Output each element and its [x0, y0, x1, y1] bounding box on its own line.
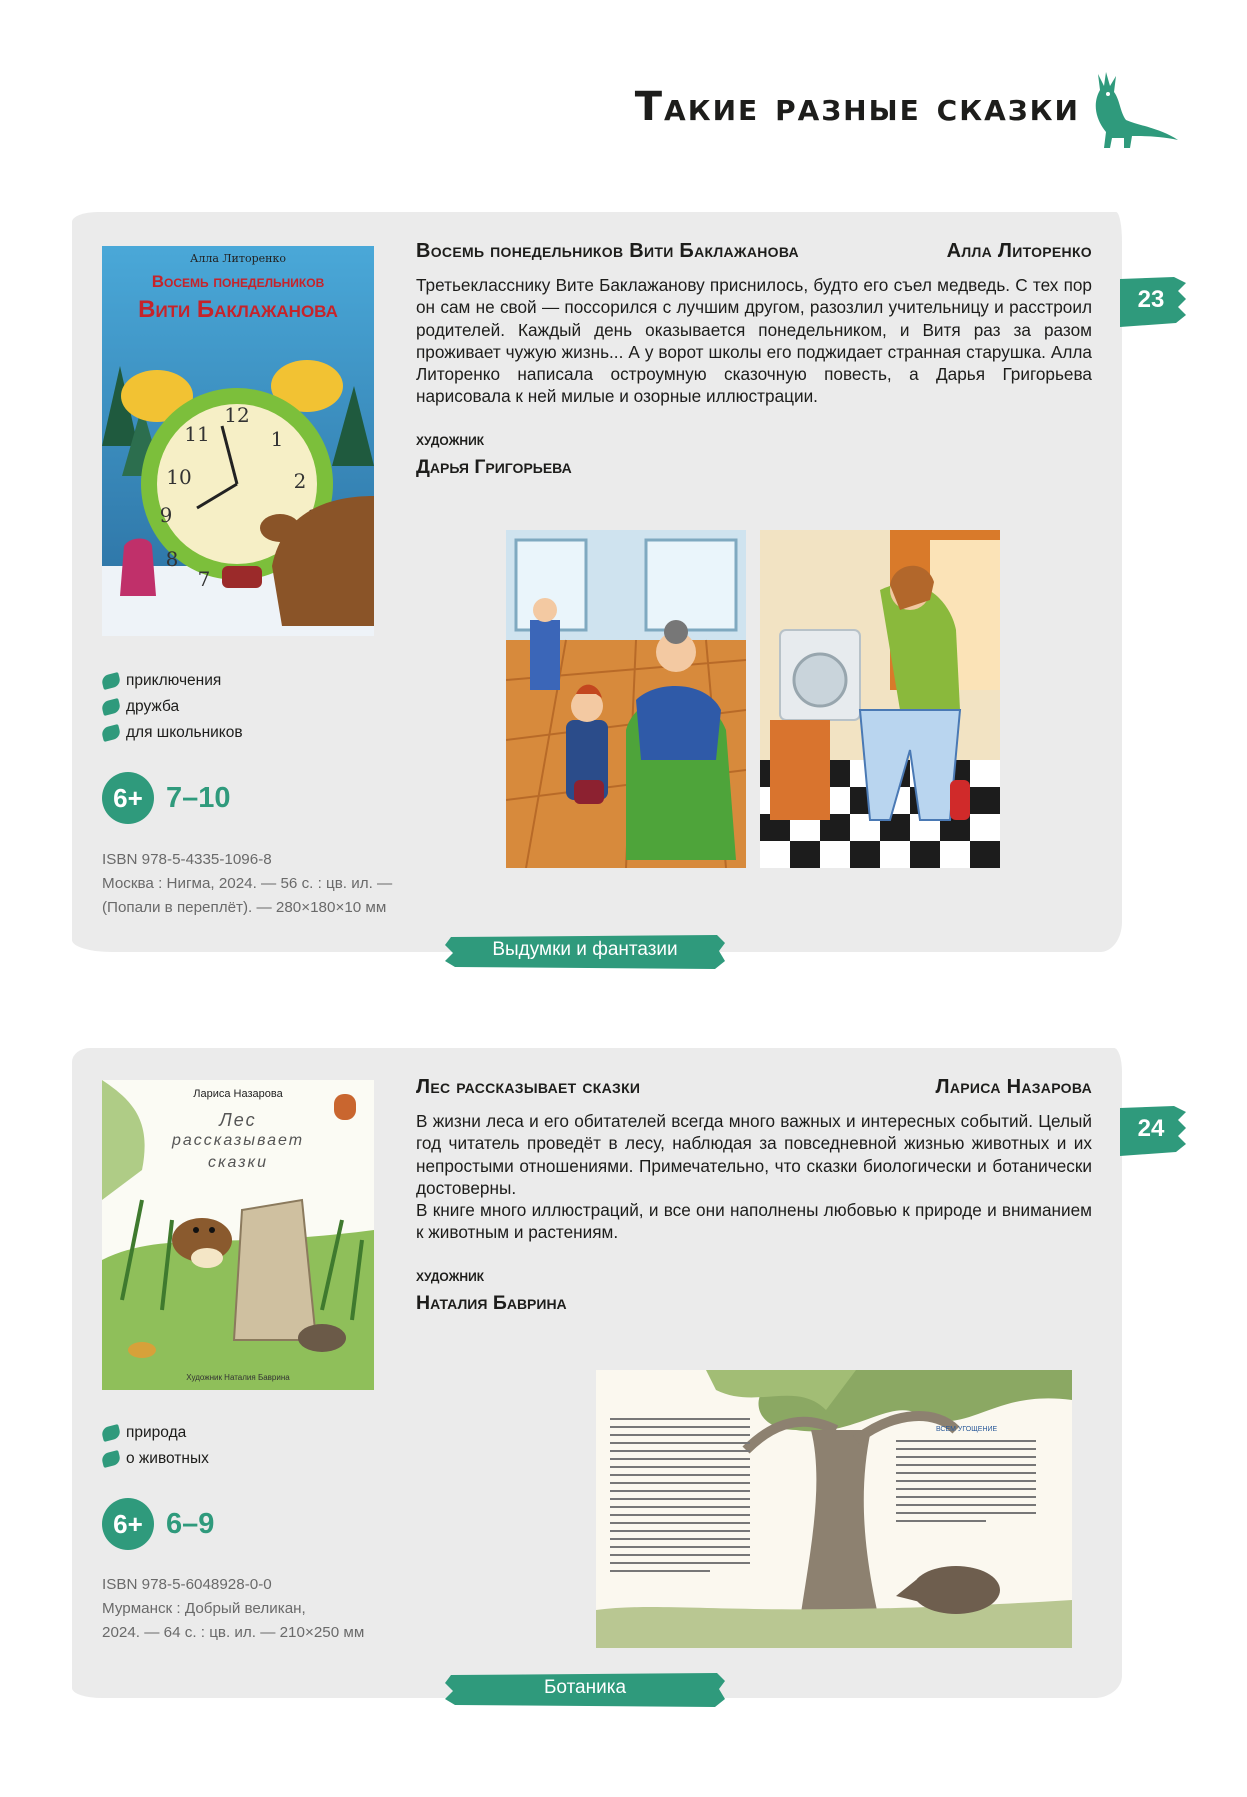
book-cover — [102, 246, 374, 636]
leaf-icon — [101, 724, 122, 742]
cover-title-line1: Лес — [219, 1110, 257, 1130]
book-description — [416, 274, 1092, 408]
bibliographic-info — [102, 1573, 364, 1645]
dinosaur-icon — [1080, 70, 1180, 150]
svg-text:7: 7 — [197, 567, 211, 591]
cover-illustrator: Художник Наталия Бавринa — [186, 1373, 290, 1382]
book-number-badge — [1120, 1106, 1186, 1156]
leaf-icon — [101, 1424, 122, 1442]
tag-label: о животных — [126, 1450, 209, 1467]
book-card — [72, 1048, 1122, 1698]
svg-text:2: 2 — [293, 469, 307, 493]
tag-label: для школьников — [126, 724, 243, 741]
book-card — [72, 212, 1122, 952]
format: 2024. — 64 с. : цв. ил. — 210×250 мм — [102, 1624, 365, 1641]
book-title: Лес рассказывает сказки — [416, 1076, 641, 1098]
book-title: Восемь понедельников Вити Баклажанова — [416, 240, 799, 262]
tag-item — [102, 720, 243, 746]
category-label: Выдумки и фантазии — [492, 939, 678, 960]
imprint: Москва : Нигма, 2024. — 56 с. : цв. ил. — — [102, 875, 393, 892]
bibliographic-info — [102, 848, 392, 920]
category-ribbon — [445, 935, 725, 969]
tag-list — [102, 668, 243, 746]
age-rating — [102, 772, 231, 824]
age-badge: 6+ — [102, 772, 154, 824]
isbn: ISBN 978-5-6048928-0-0 — [102, 1576, 272, 1593]
leaf-icon — [101, 1450, 122, 1468]
illustration-bathroom — [760, 530, 1000, 868]
leaf-icon — [101, 672, 122, 690]
tag-label: приключения — [126, 672, 222, 689]
spread-heading: ВСЕМ УГОЩЕНИЕ — [936, 1426, 998, 1433]
book-author: Алла Литоренко — [946, 240, 1092, 262]
age-rating — [102, 1498, 214, 1550]
book-author: Лариса Назарова — [935, 1076, 1092, 1098]
tag-item — [102, 1420, 209, 1446]
book-description — [416, 1110, 1092, 1244]
svg-text:11: 11 — [184, 422, 210, 446]
category-ribbon — [445, 1673, 725, 1707]
cover-title-line1: Восемь понедельников — [151, 272, 325, 291]
page-title: Такие разные сказки — [634, 84, 1080, 130]
description-paragraph: В жизни леса и его обитателей всегда много важных и интересных событий. Целый год читатель проведёт в лесу, наблюдая за повседневной жизнью животных и их непростыми отношениями. Примечательно, что сказки биологически и ботанически достоверны. — [416, 1111, 1092, 1198]
illustration-school-hallway — [506, 530, 746, 868]
age-range: 6–9 — [166, 1507, 215, 1540]
book-number: 24 — [1137, 1115, 1165, 1142]
category-label: Ботаника — [543, 1677, 627, 1698]
svg-text:10: 10 — [166, 465, 192, 489]
age-badge: 6+ — [102, 1498, 154, 1550]
svg-text:1: 1 — [270, 427, 284, 451]
isbn: ISBN 978-5-4335-1096-8 — [102, 851, 272, 868]
tag-label: дружба — [126, 698, 180, 715]
tag-list — [102, 1420, 209, 1472]
illustrator-name: Наталия Бавринa — [416, 1292, 567, 1314]
series-format: (Попали в переплёт). — 280×180×10 мм — [102, 899, 387, 916]
tag-item — [102, 668, 243, 694]
illustration-book-spread — [596, 1370, 1072, 1648]
description-paragraph: В книге много иллюстраций, и все они наполнены любовью к природе и вниманием к животным и растениям. — [416, 1200, 1092, 1243]
book-title-row — [416, 1076, 1092, 1099]
svg-text:9: 9 — [159, 503, 173, 527]
illustrator-label: художник — [416, 1266, 485, 1285]
illustrator-name: Дарья Григорьева — [416, 456, 572, 478]
leaf-icon — [101, 698, 122, 716]
page-header — [560, 70, 1180, 160]
book-number: 23 — [1137, 286, 1165, 313]
tag-label: природа — [126, 1424, 187, 1441]
svg-text:12: 12 — [224, 403, 250, 427]
cover-author: Алла Литоренко — [190, 252, 286, 265]
illustrator-label: художник — [416, 430, 485, 449]
book-title-row — [416, 240, 1092, 263]
description-paragraph: Третьекласснику Вите Баклажанову приснилось, будто его съел медведь. С тех пор он сам не свой — поссорился с лучшим другом, разозлил учительницу и расстроил родителей. Каждый день оказывается понедельником, и Витя раз за разом проживает чужую жизнь... А у ворот школы его поджидает странная старушка. Алла Литоренко написала остроумную сказочную повесть, а Дарья Григорьева нарисовала к ней милые и озорные иллюстрации. — [416, 275, 1092, 407]
svg-text:8: 8 — [165, 547, 179, 571]
imprint: Мурманск : Добрый великан, — [102, 1600, 306, 1617]
book-cover — [102, 1080, 374, 1390]
book-number-badge — [1120, 277, 1186, 327]
cover-title-line2: Вити Баклажанова — [138, 296, 338, 323]
cover-title-line3: сказки — [208, 1154, 268, 1171]
tag-item — [102, 1446, 209, 1472]
age-range: 7–10 — [166, 781, 231, 814]
cover-author: Лариса Назарова — [193, 1088, 283, 1100]
tag-item — [102, 694, 243, 720]
cover-title-line2: рассказывает — [171, 1132, 305, 1149]
